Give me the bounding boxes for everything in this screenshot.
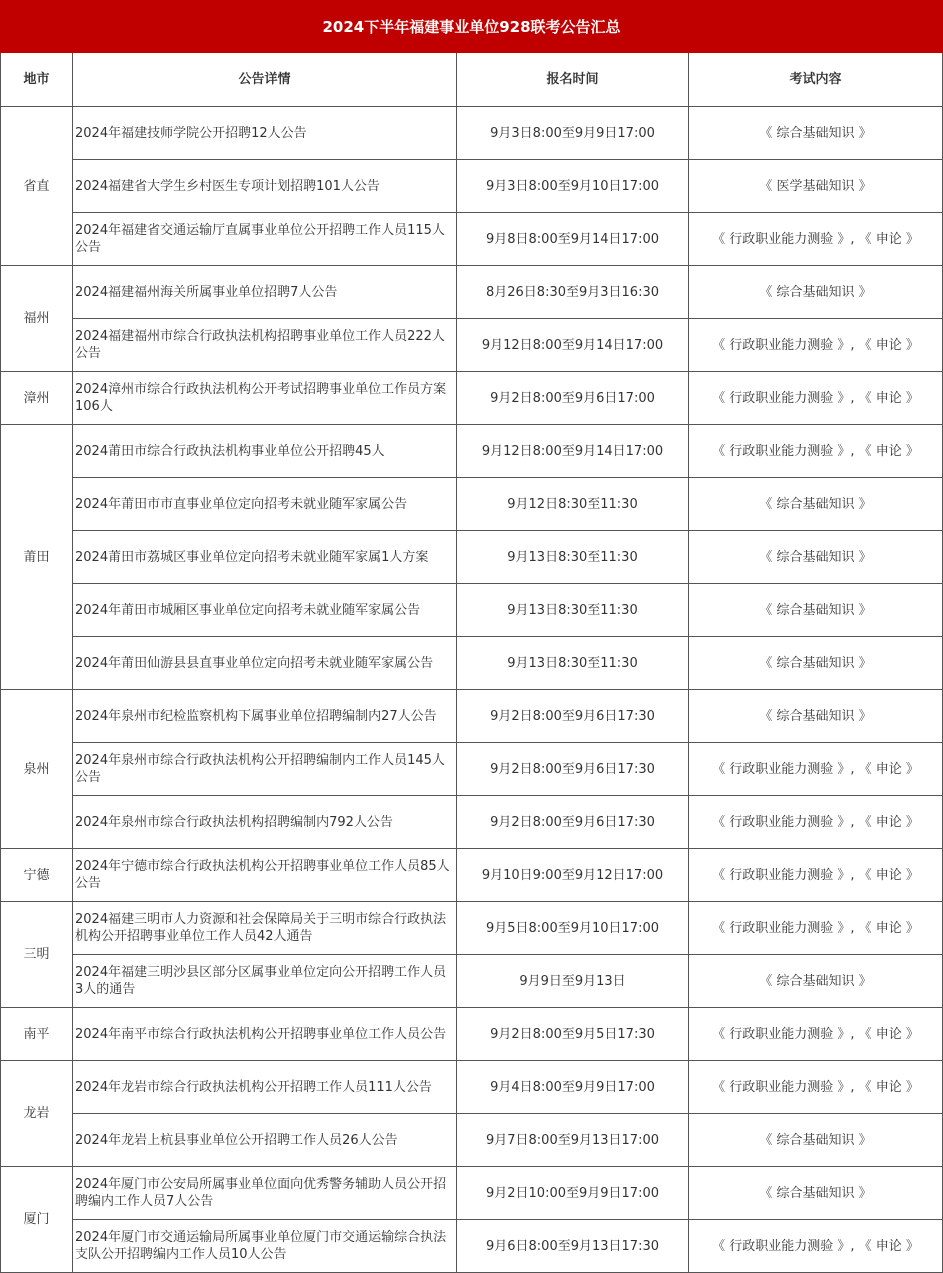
announcement-detail: 2024年莆田市城厢区事业单位定向招考未就业随军家属公告	[73, 584, 457, 637]
registration-time: 9月13日8:30至11:30	[457, 637, 689, 690]
header-exam: 考试内容	[689, 53, 943, 107]
city-cell: 漳州	[0, 372, 73, 425]
registration-time: 9月2日8:00至9月5日17:30	[457, 1008, 689, 1061]
announcement-detail: 2024年福建省交通运输厅直属事业单位公开招聘工作人员115人公告	[73, 213, 457, 266]
exam-content: 《 综合基础知识 》	[689, 478, 943, 531]
exam-content: 《 行政职业能力测验 》, 《 申论 》	[689, 425, 943, 478]
city-cell: 龙岩	[0, 1061, 73, 1167]
exam-content: 《 行政职业能力测验 》, 《 申论 》	[689, 372, 943, 425]
registration-time: 9月12日8:00至9月14日17:00	[457, 319, 689, 372]
registration-time: 9月7日8:00至9月13日17:00	[457, 1114, 689, 1167]
announcement-detail: 2024年莆田市市直事业单位定向招考未就业随军家属公告	[73, 478, 457, 531]
announcement-detail: 2024福建三明市人力资源和社会保障局关于三明市综合行政执法机构公开招聘事业单位工作人员42人通告	[73, 902, 457, 955]
exam-content: 《 综合基础知识 》	[689, 637, 943, 690]
exam-content: 《 综合基础知识 》	[689, 1114, 943, 1167]
city-cell: 三明	[0, 902, 73, 1008]
header-time: 报名时间	[457, 53, 689, 107]
exam-content: 《 医学基础知识 》	[689, 160, 943, 213]
announcement-detail: 2024福建福州海关所属事业单位招聘7人公告	[73, 266, 457, 319]
registration-time: 9月2日8:00至9月6日17:30	[457, 796, 689, 849]
exam-content: 《 行政职业能力测验 》, 《 申论 》	[689, 319, 943, 372]
city-cell: 泉州	[0, 690, 73, 849]
exam-content: 《 综合基础知识 》	[689, 690, 943, 743]
registration-time: 9月8日8:00至9月14日17:00	[457, 213, 689, 266]
registration-time: 9月9日至9月13日	[457, 955, 689, 1008]
announcement-detail: 2024年龙岩市综合行政执法机构公开招聘工作人员111人公告	[73, 1061, 457, 1114]
announcement-detail: 2024年泉州市综合行政执法机构公开招聘编制内工作人员145人公告	[73, 743, 457, 796]
exam-content: 《 综合基础知识 》	[689, 584, 943, 637]
header-detail: 公告详情	[73, 53, 457, 107]
exam-content: 《 综合基础知识 》	[689, 531, 943, 584]
city-cell: 福州	[0, 266, 73, 372]
announcement-detail: 2024年泉州市纪检监察机构下属事业单位招聘编制内27人公告	[73, 690, 457, 743]
exam-content: 《 行政职业能力测验 》, 《 申论 》	[689, 743, 943, 796]
city-cell: 厦门	[0, 1167, 73, 1273]
table-title: 2024下半年福建事业单位928联考公告汇总	[0, 0, 943, 53]
announcement-detail: 2024漳州市综合行政执法机构公开考试招聘事业单位工作员方案106人	[73, 372, 457, 425]
registration-time: 9月5日8:00至9月10日17:00	[457, 902, 689, 955]
registration-time: 9月2日8:00至9月6日17:00	[457, 372, 689, 425]
registration-time: 9月4日8:00至9月9日17:00	[457, 1061, 689, 1114]
city-cell: 宁德	[0, 849, 73, 902]
exam-content: 《 行政职业能力测验 》, 《 申论 》	[689, 1220, 943, 1273]
exam-content: 《 行政职业能力测验 》, 《 申论 》	[689, 796, 943, 849]
city-cell: 南平	[0, 1008, 73, 1061]
announcement-detail: 2024莆田市综合行政执法机构事业单位公开招聘45人	[73, 425, 457, 478]
announcement-detail: 2024年宁德市综合行政执法机构公开招聘事业单位工作人员85人公告	[73, 849, 457, 902]
exam-content: 《 行政职业能力测验 》, 《 申论 》	[689, 902, 943, 955]
registration-time: 9月6日8:00至9月13日17:30	[457, 1220, 689, 1273]
header-city: 地市	[0, 53, 73, 107]
announcement-detail: 2024年厦门市交通运输局所属事业单位厦门市交通运输综合执法支队公开招聘编内工作人员10人公告	[73, 1220, 457, 1273]
registration-time: 9月13日8:30至11:30	[457, 584, 689, 637]
registration-time: 9月2日10:00至9月9日17:00	[457, 1167, 689, 1220]
registration-time: 9月13日8:30至11:30	[457, 531, 689, 584]
registration-time: 9月2日8:00至9月6日17:30	[457, 690, 689, 743]
exam-content: 《 综合基础知识 》	[689, 107, 943, 160]
city-cell: 莆田	[0, 425, 73, 690]
announcement-detail: 2024年福建技师学院公开招聘12人公告	[73, 107, 457, 160]
announcement-detail: 2024福建省大学生乡村医生专项计划招聘101人公告	[73, 160, 457, 213]
exam-content: 《 行政职业能力测验 》, 《 申论 》	[689, 849, 943, 902]
city-cell: 省直	[0, 107, 73, 266]
announcement-detail: 2024莆田市荔城区事业单位定向招考未就业随军家属1人方案	[73, 531, 457, 584]
announcement-detail: 2024福建福州市综合行政执法机构招聘事业单位工作人员222人公告	[73, 319, 457, 372]
exam-content: 《 行政职业能力测验 》, 《 申论 》	[689, 213, 943, 266]
exam-content: 《 行政职业能力测验 》, 《 申论 》	[689, 1008, 943, 1061]
announcement-detail: 2024年厦门市公安局所属事业单位面向优秀警务辅助人员公开招聘编内工作人员7人公告	[73, 1167, 457, 1220]
announcement-detail: 2024年龙岩上杭县事业单位公开招聘工作人员26人公告	[73, 1114, 457, 1167]
announcement-detail: 2024年泉州市综合行政执法机构招聘编制内792人公告	[73, 796, 457, 849]
announcement-detail: 2024年南平市综合行政执法机构公开招聘事业单位工作人员公告	[73, 1008, 457, 1061]
registration-time: 9月12日8:00至9月14日17:00	[457, 425, 689, 478]
registration-time: 9月2日8:00至9月6日17:30	[457, 743, 689, 796]
registration-time: 8月26日8:30至9月3日16:30	[457, 266, 689, 319]
registration-time: 9月3日8:00至9月9日17:00	[457, 107, 689, 160]
registration-time: 9月10日9:00至9月12日17:00	[457, 849, 689, 902]
exam-content: 《 行政职业能力测验 》, 《 申论 》	[689, 1061, 943, 1114]
exam-content: 《 综合基础知识 》	[689, 266, 943, 319]
announcement-detail: 2024年福建三明沙县区部分区属事业单位定向公开招聘工作人员3人的通告	[73, 955, 457, 1008]
exam-content: 《 综合基础知识 》	[689, 955, 943, 1008]
registration-time: 9月12日8:30至11:30	[457, 478, 689, 531]
exam-content: 《 综合基础知识 》	[689, 1167, 943, 1220]
registration-time: 9月3日8:00至9月10日17:00	[457, 160, 689, 213]
announcement-detail: 2024年莆田仙游县县直事业单位定向招考未就业随军家属公告	[73, 637, 457, 690]
